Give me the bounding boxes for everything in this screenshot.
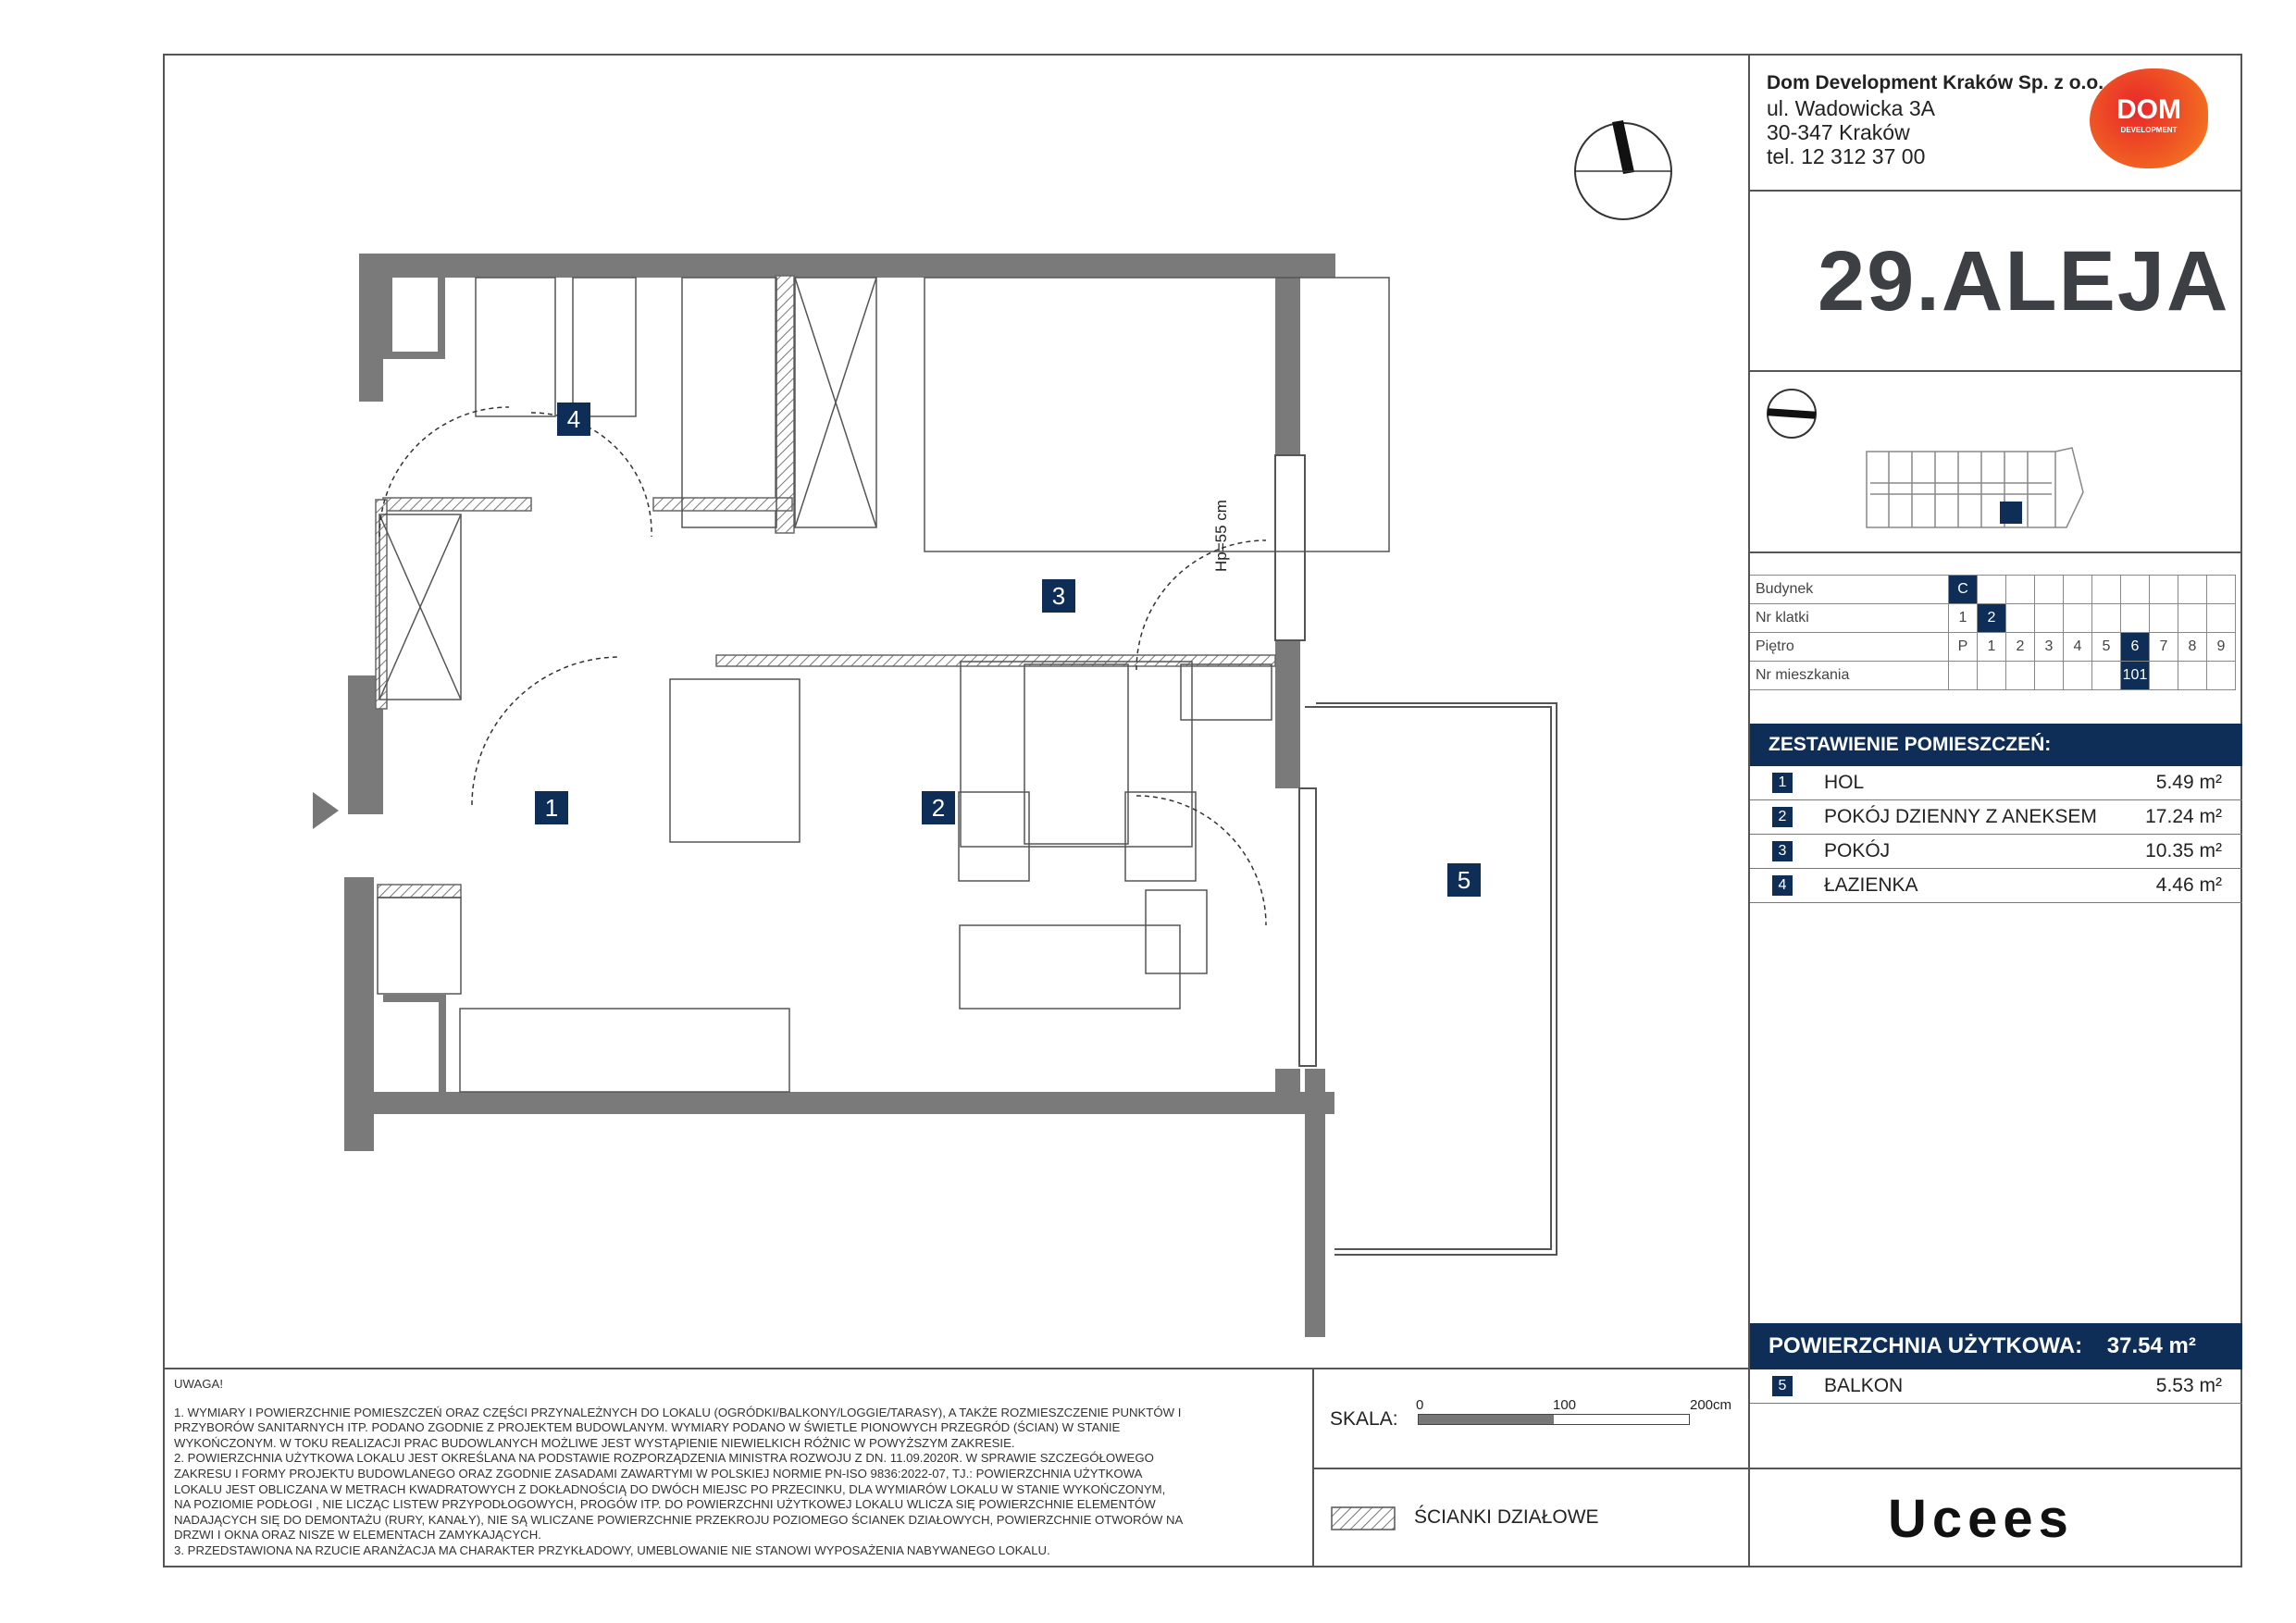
scale-bar xyxy=(1418,1414,1690,1425)
building-cell: C xyxy=(1949,576,1978,604)
balcony-number: 5 xyxy=(1772,1376,1793,1396)
floor-label: Piętro xyxy=(1750,633,1949,662)
company-street: ul. Wadowicka 3A xyxy=(1767,96,1935,120)
scale-legend-divider xyxy=(1312,1468,1750,1469)
note-line: LOKALU JEST OBLICZANA W METRACH KWADRATOWYCH Z DOKŁADNOŚCIĄ DO DWÓCH MIEJSC PO PRZECINKU, DLA WYMIARÓW LOKALU W STANIE WYKOŃCZONYM, xyxy=(174,1481,1166,1496)
note-line: 3. PRZEDSTAWIONA NA RZUCIE ARANŻACJA MA CHARAKTER PRZYKŁADOWY, UMEBLOWANIE NIE STANOWI WYPOSAŻENIA NABYWANEGO LOKALU. xyxy=(174,1542,1050,1557)
scale-tick-200: 200cm xyxy=(1690,1397,1732,1413)
note-line: NADAJĄCYCH SIĘ DO DEMONTAŻU (RURY, KANAŁY), NIE SĄ WLICZANE POWIERZCHNIE PRZEKROJU POZIOMEGO ŚCIANEK DZIAŁOWYCH, POWIERZCHNIE OTWORÓW NA xyxy=(174,1512,1184,1527)
scale-tick-100: 100 xyxy=(1553,1397,1577,1413)
room-area: 4.46 m² xyxy=(2155,874,2222,896)
stairwell-cell: 1 xyxy=(1949,604,1978,633)
room-tag-3: 3 xyxy=(1042,579,1075,613)
total-area-label: POWIERZCHNIA UŻYTKOWA: xyxy=(1769,1333,2083,1358)
note-line: ZAKRESU I FORMY PROJEKTU BUDOWLANEGO ORAZ ZGODNIE ZASADAMI ZAWARTYMI W POLSKIEJ NORMIE PN-ISO 9836:2022-07, TJ.: POWIERZCHNIA UŻYTKOWA xyxy=(174,1466,1143,1481)
room-area: 5.49 m² xyxy=(2155,772,2222,793)
total-area-bar xyxy=(1750,1323,2242,1369)
balcony-name: BALKON xyxy=(1824,1375,1904,1396)
room-row xyxy=(1750,766,2242,800)
room-tag-1: 1 xyxy=(535,791,568,824)
apartment-info-table xyxy=(1750,575,2236,690)
room-number: 4 xyxy=(1772,875,1793,896)
building-label: Budynek xyxy=(1750,576,1949,604)
room-name: POKÓJ xyxy=(1824,840,1891,861)
key-plan xyxy=(1750,372,2242,551)
floor-cell: 7 xyxy=(2150,633,2178,662)
scale-bar-fill xyxy=(1419,1415,1554,1424)
room-number: 3 xyxy=(1772,841,1793,861)
room-row xyxy=(1750,800,2242,835)
room-name: POKÓJ DZIENNY Z ANEKSEM xyxy=(1824,806,2097,827)
stairwell-label: Nr klatki xyxy=(1750,604,1949,633)
dom-development-logo xyxy=(2090,68,2208,168)
balcony-row xyxy=(1750,1369,2242,1404)
room-area: 17.24 m² xyxy=(2145,806,2222,827)
note-line: 1. WYMIARY I POWIERZCHNIE POMIESZCZEŃ ORAZ CZĘŚCI PRZYNALEŻNYCH DO LOKALU (OGRÓDKI/BALKONY/LOGGIE/TARASY), A TAKŻE ROZMIESZCZENIE PUNKTÓW I xyxy=(174,1405,1182,1419)
room-tag-5: 5 xyxy=(1447,863,1481,897)
keyplan-divider xyxy=(1750,551,2242,553)
room-number: 1 xyxy=(1772,773,1793,793)
room-row xyxy=(1750,835,2242,869)
floor-plan xyxy=(163,56,1748,1366)
room-tag-4: 4 xyxy=(557,403,590,436)
balcony-divider xyxy=(1750,1468,2242,1469)
company-city: 30-347 Kraków xyxy=(1767,120,1910,144)
room-name: HOL xyxy=(1824,772,1865,793)
company-phone: tel. 12 312 37 00 xyxy=(1767,144,1926,168)
note-line: PRZYBORÓW SANITARNYCH ITP. PODANO ZGODNIE Z PROJEKTEM BUDOWLANYM. WYMIARY PODANO W ŚWIETLE PIONOWYCH PRZEGRÓD (ŚCIAN) W STANIE xyxy=(174,1420,1121,1435)
company-divider xyxy=(1750,190,2242,192)
scale-tick-0: 0 xyxy=(1416,1397,1424,1413)
partition-hatch-icon xyxy=(1331,1506,1396,1530)
floor-cell: 2 xyxy=(2006,633,2035,662)
room-row xyxy=(1750,869,2242,903)
room-number: 2 xyxy=(1772,807,1793,827)
notes-block xyxy=(174,1377,1294,1559)
scale-label: SKALA: xyxy=(1330,1408,1398,1430)
logo-dom-text: DOM xyxy=(2116,94,2181,125)
note-line: NA POZIOMIE PODŁOGI , NIE LICZĄC LISTEW PRZYPODŁOGOWYCH, PROGÓW ITP. DO POWIERZCHNI UŻYTKOWEJ LOKALU WLICZA SIĘ POWIERZCHNIE ELEMENTÓW xyxy=(174,1497,1156,1512)
floor-cell: 3 xyxy=(2035,633,2064,662)
rooms-header: ZESTAWIENIE POMIESZCZEŃ: xyxy=(1750,724,2242,766)
ucees-logo: Ucees xyxy=(1888,1489,2074,1549)
floor-cell: 4 xyxy=(2064,633,2092,662)
total-area-value: 37.54 m² xyxy=(2106,1333,2196,1358)
floor-cell: P xyxy=(1949,633,1978,662)
partition-legend-label: ŚCIANKI DZIAŁOWE xyxy=(1414,1506,1599,1528)
notes-divider xyxy=(163,1368,1750,1369)
notes-heading: UWAGA! xyxy=(174,1377,223,1391)
window-height-label: Hp=55 cm xyxy=(1212,500,1230,572)
floor-cell: 5 xyxy=(2092,633,2121,662)
stairwell-cell: 2 xyxy=(1978,604,2006,633)
floor-cell: 9 xyxy=(2207,633,2236,662)
floor-cell: 8 xyxy=(2178,633,2207,662)
balcony-area: 5.53 m² xyxy=(2155,1375,2222,1396)
project-logo: 29.ALEJA xyxy=(1818,234,2230,328)
company-name: Dom Development Kraków Sp. z o.o. xyxy=(1767,72,2104,93)
apartment-label: Nr mieszkania xyxy=(1750,662,1949,690)
room-tag-2: 2 xyxy=(922,791,955,824)
room-name: ŁAZIENKA xyxy=(1824,874,1918,896)
note-line: DRZWI I OKNA ORAZ NISZE W ELEMENTACH ZAMYKAJĄCYCH. xyxy=(174,1528,541,1542)
room-area: 10.35 m² xyxy=(2145,840,2222,861)
logo-development-text: DEVELOPMENT xyxy=(2120,126,2178,134)
note-line: WYKOŃCZONYM. W TOKU REALIZACJI PRAC BUDOWLANYCH MOŻLIWE JEST WYSTĄPIENIE NIEWIELKICH RÓŻNIC W POWYŻSZYM ZAKRESIE. xyxy=(174,1435,1015,1450)
floor-cell: 1 xyxy=(1978,633,2006,662)
note-line: 2. POWIERZCHNIA UŻYTKOWA LOKALU JEST OKREŚLANA NA PODSTAWIE ROZPORZĄDZENIA MINISTRA ROZWOJU Z DN. 11.09.2020R. W SPRAWIE SZCZEGÓŁOWEGO xyxy=(174,1451,1154,1466)
floor-cell: 6 xyxy=(2121,633,2150,662)
apartment-number: 101 xyxy=(2121,662,2150,690)
